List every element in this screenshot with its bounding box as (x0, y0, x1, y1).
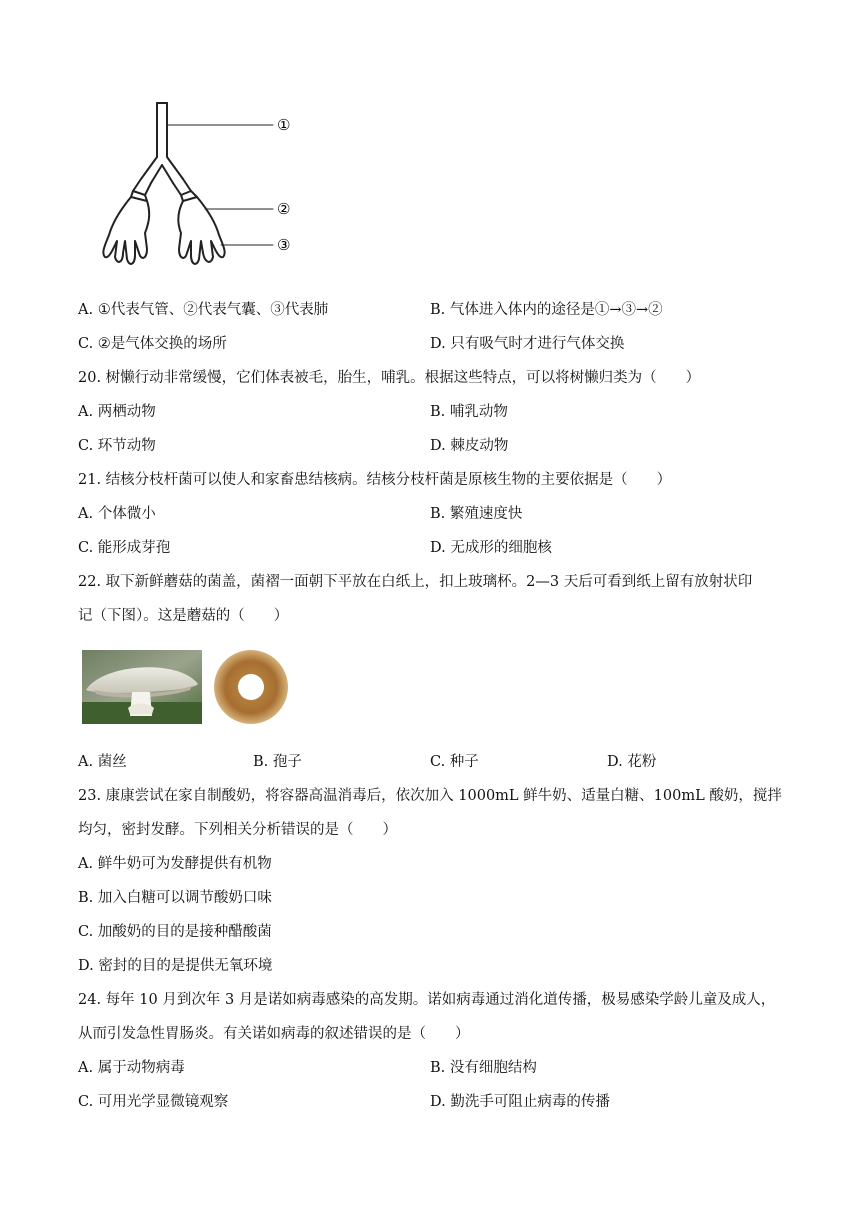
q20-option-b: B. 哺乳动物 (430, 404, 508, 420)
q21-option-c: C. 能形成芽孢 (78, 540, 171, 556)
q22-option-b: B. 孢子 (253, 754, 302, 770)
label-3: ③ (277, 236, 291, 254)
q22-stem-line2: 记（下图）。这是蘑菇的（ ） (78, 608, 289, 624)
q23-stem-line2: 均匀，密封发酵。下列相关分析错误的是（ ） (78, 822, 397, 838)
q23-option-b: B. 加入白糖可以调节酸奶口味 (78, 890, 272, 906)
q21-stem: 21. 结核分枝杆菌可以使人和家畜患结核病。结核分枝杆菌是原核生物的主要依据是（ ） (78, 472, 672, 488)
q22-option-c: C. 种子 (430, 754, 479, 770)
q24-option-c: C. 可用光学显微镜观察 (78, 1094, 229, 1110)
q21-option-b: B. 繁殖速度快 (430, 506, 523, 522)
q24-stem-line1: 24. 每年 10 月到次年 3 月是诺如病毒感染的高发期。诺如病毒通过消化道传播，极易感染学龄儿童及成人， (78, 992, 776, 1008)
q19-option-d: D. 只有吸气时才进行气体交换 (430, 336, 625, 352)
q19-option-c: C. ②是气体交换的场所 (78, 336, 227, 352)
q22-stem-line1: 22. 取下新鲜蘑菇的菌盖，菌褶一面朝下平放在白纸上，扣上玻璃杯。2—3 天后可看到纸上留有放射状印 (78, 574, 753, 590)
q22-option-a: A. 菌丝 (78, 754, 127, 770)
spore-print-image (212, 648, 290, 726)
q20-option-c: C. 环节动物 (78, 438, 156, 454)
q20-option-d: D. 棘皮动物 (430, 438, 509, 454)
q19-option-b: B. 气体进入体内的途径是①→③→② (430, 302, 663, 318)
q20-stem: 20. 树懒行动非常缓慢，它们体表被毛，胎生，哺乳。根据这些特点，可以将树懒归类为（ ） (78, 370, 701, 386)
q23-stem-line1: 23. 康康尝试在家自制酸奶，将容器高温消毒后，依次加入 1000mL 鲜牛奶、适量白糖、100mL 酸奶，搅拌 (78, 788, 782, 804)
q20-option-a: A. 两栖动物 (78, 404, 156, 420)
label-1: ① (277, 116, 291, 134)
mushroom-photo (82, 650, 202, 724)
q24-option-a: A. 属于动物病毒 (78, 1060, 185, 1076)
q23-option-c: C. 加酸奶的目的是接种醋酸菌 (78, 924, 272, 940)
q21-option-d: D. 无成形的细胞核 (430, 540, 552, 556)
q19-option-a: A. ①代表气管、②代表气囊、③代表肺 (78, 302, 329, 318)
respiratory-diagram (95, 95, 315, 275)
q24-stem-line2: 从而引发急性胃肠炎。有关诺如病毒的叙述错误的是（ ） (78, 1026, 470, 1042)
q24-option-d: D. 勤洗手可阻止病毒的传播 (430, 1094, 610, 1110)
q21-option-a: A. 个体微小 (78, 506, 156, 522)
q23-option-d: D. 密封的目的是提供无氧环境 (78, 958, 273, 974)
q22-option-d: D. 花粉 (607, 754, 657, 770)
label-2: ② (277, 200, 291, 218)
q23-option-a: A. 鲜牛奶可为发酵提供有机物 (78, 856, 272, 872)
q24-option-b: B. 没有细胞结构 (430, 1060, 537, 1076)
